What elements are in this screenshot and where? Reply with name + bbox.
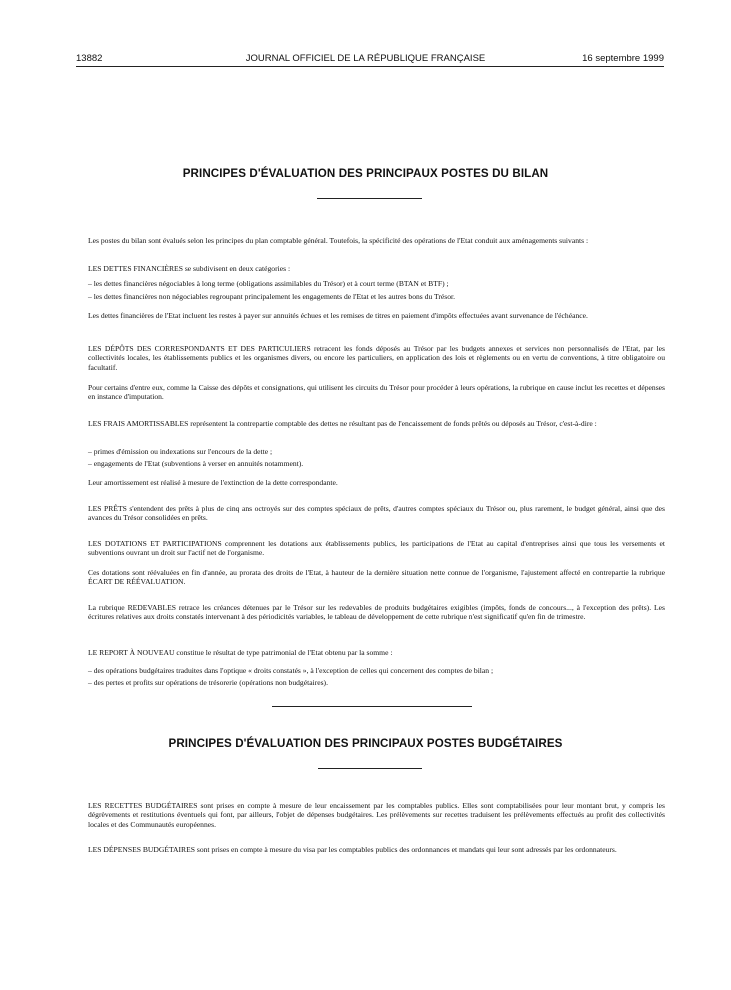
list-item-dettes-negociables: – les dettes financières négociables à long terme (obligations assimilables du Trésor) et à court terme (BTAN et BTF) ; [88,279,449,288]
paragraph-report-nouveau: LE REPORT À NOUVEAU constitue le résultat de type patrimonial de l'Etat obtenu par la somme : [88,648,393,657]
list-item-pertes-profits: – des pertes et profits sur opérations de trésorerie (opérations non budgétaires). [88,678,328,687]
section-divider-short [317,198,422,199]
list-item-dettes-non-negociables: – les dettes financières non négociables regroupant principalement les engagements de l'Etat et les autres bons du Trésor. [88,292,456,301]
paragraph-redevables: La rubrique REDEVABLES retrace les créances détenues par le Trésor sur les redevables de produits budgétaires exigibles (impôts, fonds de concours..., à l'exception des prêts). Les écritures relatives aux droits constatés intervenant à des périodicités variables, le tableau de développement de cette rubrique n'est significatif qu'en fin de trimestre. [88,603,665,622]
paragraph-amortissement: Leur amortissement est réalisé à mesure de l'extinction de la dette correspondante. [88,478,338,487]
paragraph-intro: Les postes du bilan sont évalués selon les principes du plan comptable général. Toutefois, la spécificité des opérations de l'Etat conduit aux aménagements suivants : [88,236,589,245]
journal-title: JOURNAL OFFICIEL DE LA RÉPUBLIQUE FRANÇAISE [245,53,486,64]
section-separator [272,706,472,707]
paragraph-depots: LES DÉPÔTS DES CORRESPONDANTS ET DES PARTICULIERS retracent les fonds déposés au Trésor par les budgets annexes et services non personnalisés de l'Etat, par les collectivités locales, les établissements publics et les organismes divers, ou encore les particuliers, en application des lois et règlements ou en vertu de conventions, à titre obligatoire ou facultatif. [88,344,665,372]
paragraph-dotations: LES DOTATIONS ET PARTICIPATIONS comprennent les dotations aux établissements publics, les participations de l'Etat au capital d'entreprises ainsi que tous les versements et subventions ouvrant un droit sur l'actif net de l'organisme. [88,539,665,558]
paragraph-frais-amortissables: LES FRAIS AMORTISSABLES représentent la contrepartie comptable des dettes ne résultant pas de l'encaissement de fonds prêtés ou déposés au Trésor, c'est-à-dire : [88,419,597,428]
section-divider-short-2 [318,768,422,769]
paragraph-prets: LES PRÊTS s'entendent des prêts à plus de cinq ans octroyés sur des comptes spéciaux de prêts, d'autres comptes spéciaux du Trésor ou, plus rarement, le budget général, ainsi que des avances du Trésor consolidées en prêts. [88,504,665,523]
paragraph-caisse-depots: Pour certains d'entre eux, comme la Caisse des dépôts et consignations, qui utilisent les circuits du Trésor pour procéder à leurs opérations, la rubrique en cause inclut les recettes et dépenses en instance d'imputation. [88,383,665,402]
paragraph-dettes-heading: LES DETTES FINANCIÈRES se subdivisent en deux catégories : [88,264,291,273]
page-number: 13882 [76,53,103,64]
paragraph-dettes-incluent: Les dettes financières de l'Etat incluent les restes à payer sur annuités échues et les remises de titres en paiement d'impôts effectuées avant survenance de l'échéance. [88,311,588,320]
list-item-operations-budgetaires: – des opérations budgétaires traduites dans l'optique « droits constatés », à l'exception de celles qui concernent des comptes de bilan ; [88,666,494,675]
header-rule [76,66,664,67]
publication-date: 16 septembre 1999 [582,53,664,64]
paragraph-depenses: LES DÉPENSES BUDGÉTAIRES sont prises en compte à mesure du visa par les comptables publics des ordonnances et mandats qui leur sont adressés par les ordonnateurs. [88,845,617,854]
list-item-engagements: – engagements de l'Etat (subventions à verser en annuités notamment). [88,459,304,468]
list-item-primes: – primes d'émission ou indexations sur l'encours de la dette ; [88,447,273,456]
section-title-budgetaires: PRINCIPES D'ÉVALUATION DES PRINCIPAUX POSTES BUDGÉTAIRES [168,737,563,750]
paragraph-reevaluation: Ces dotations sont réévaluées en fin d'année, au prorata des droits de l'Etat, à hauteur de la dernière situation nette connue de l'organisme, l'ajustement affecté en contrepartie la rubrique ÉCART DE RÉÉVALUATION. [88,568,665,587]
paragraph-recettes: LES RECETTES BUDGÉTAIRES sont prises en compte à mesure de leur encaissement par les comptables publics. Elles sont comptabilisées pour leur montant brut, y compris les dégrèvements et restitutions éventuels qui font, par ailleurs, l'objet de dépenses budgétaires. Les prélèvements sur recettes traduisent les prélèvements effectués au profit des collectivités locales et des Communautés européennes. [88,801,665,829]
section-title-bilan: PRINCIPES D'ÉVALUATION DES PRINCIPAUX POSTES DU BILAN [182,167,549,180]
